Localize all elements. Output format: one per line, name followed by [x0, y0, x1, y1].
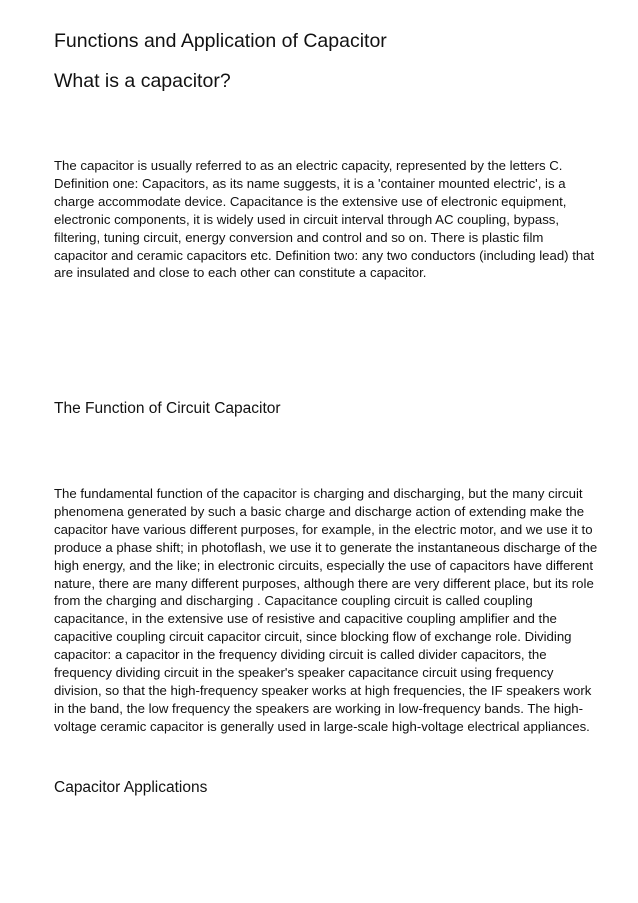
- document-title: Functions and Application of Capacitor: [54, 30, 387, 52]
- paragraph-line: produce a phase shift; in photoflash, we use it to generate the instantaneous discharge of the: [54, 539, 598, 555]
- paragraph-line: in the band, the low frequency the speakers are working in low-frequency bands. The high-: [54, 700, 584, 716]
- paragraph-line: nature, there are many different purposes, although there are very different place, but its role: [54, 575, 594, 591]
- section-heading-capacitor-applications: Capacitor Applications: [54, 779, 208, 796]
- section-heading-what-is-capacitor: What is a capacitor?: [54, 70, 231, 92]
- section-heading-function-of-circuit-capacitor: The Function of Circuit Capacitor: [54, 400, 281, 417]
- paragraph-line: The capacitor is usually referred to as an electric capacity, represented by the letters C.: [54, 158, 563, 173]
- paragraph-line: are insulated and close to each other can constitute a capacitor.: [54, 265, 427, 281]
- paragraph-what-is-capacitor: [54, 157, 595, 282]
- paragraph-line: phenomena generated by such a basic charge and discharge action of extending make the: [54, 503, 585, 519]
- paragraph-line: charge accommodate device. Capacitance is the extensive use of electronic equipment,: [54, 193, 567, 209]
- paragraph-line: capacitive coupling circuit capacitor circuit, since blocking flow of exchange role. Dividing: [54, 629, 572, 645]
- paragraph-line: capacitor have various different purposes, for example, in the electric motor, and we use it to: [54, 521, 593, 537]
- paragraph-line: electronic components, it is widely used in circuit interval through AC coupling, bypass,: [54, 211, 560, 227]
- paragraph-line: capacitance, in the extensive use of resistive and capacitive coupling amplifier and the: [54, 611, 557, 627]
- paragraph-line: filtering, tuning circuit, energy conversion and control and so on. There is plastic film: [54, 229, 544, 245]
- paragraph-line: frequency dividing circuit in the speaker's speaker capacitance circuit using frequency: [54, 665, 554, 681]
- paragraph-line: The fundamental function of the capacitor is charging and discharging, but the many circuit: [54, 486, 583, 501]
- paragraph-line: from the charging and discharging . Capacitance coupling circuit is called coupling: [54, 593, 533, 609]
- paragraph-function-of-capacitor: [54, 485, 598, 736]
- paragraph-line: voltage ceramic capacitor is generally used in large-scale high-voltage electrical appliances.: [54, 718, 590, 734]
- paragraph-line: high energy, and the like; in electronic circuits, especially the use of capacitors have different: [54, 557, 594, 573]
- paragraph-line: division, so that the high-frequency speaker works at high frequencies, the IF speakers work: [54, 682, 592, 698]
- paragraph-line: capacitor and ceramic capacitors etc. Definition two: any two conductors (including lead) that: [54, 247, 595, 263]
- paragraph-line: capacitor: a capacitor in the frequency dividing circuit is called divider capacitors, the: [54, 647, 547, 663]
- paragraph-line: Definition one: Capacitors, as its name suggests, it is a 'container mounted electric', is a: [54, 175, 566, 191]
